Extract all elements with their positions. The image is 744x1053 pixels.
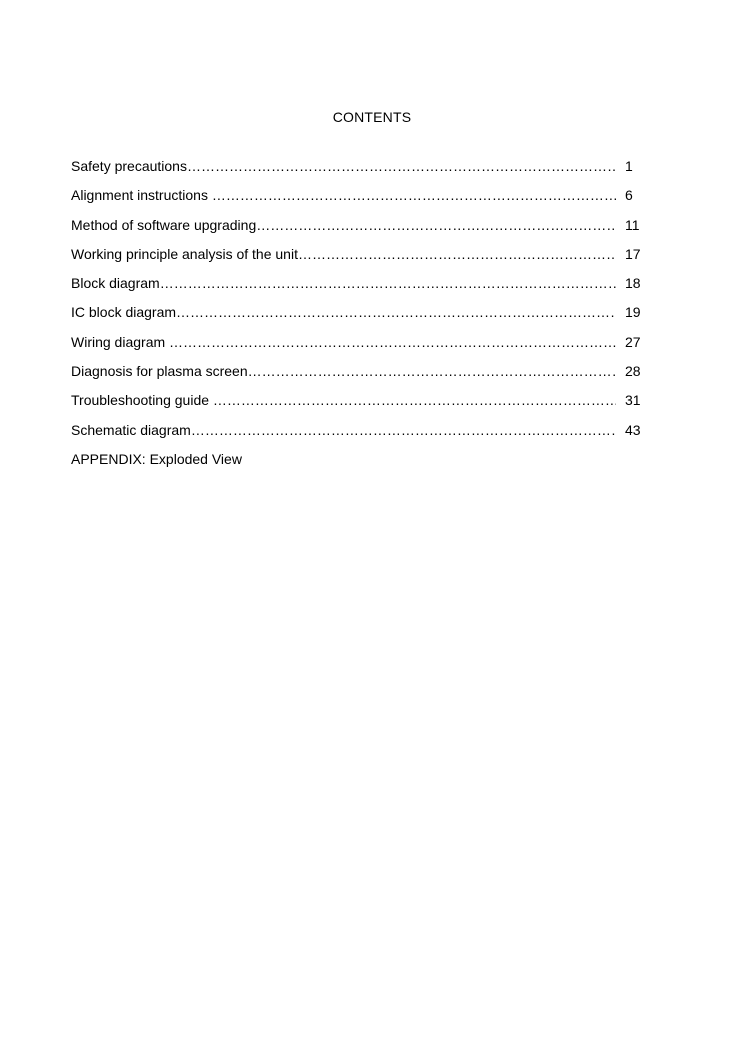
toc-entry-label: Wiring diagram …………………………………………………………………………………………………………………………………………………………………	[71, 332, 616, 352]
toc-entry-appendix-exploded-view[interactable]	[71, 449, 646, 478]
toc-entry-page: 1	[625, 158, 633, 174]
toc-entry-label: Alignment instructions …………………………………………………………………………………………………………………………………………………………………	[71, 185, 616, 205]
toc-entry-troubleshooting-guide[interactable]	[71, 390, 646, 419]
page-title: CONTENTS	[332, 109, 412, 125]
toc-entry-page: 11	[625, 216, 640, 233]
toc-entry-safety-precautions[interactable]	[71, 156, 646, 185]
table-of-contents	[71, 156, 646, 478]
toc-entry-alignment-instructions[interactable]	[71, 185, 646, 214]
toc-entry-page: 28	[625, 363, 641, 380]
toc-entry-software-upgrading[interactable]	[71, 215, 646, 244]
toc-entry-label: APPENDIX: Exploded View	[71, 450, 242, 467]
toc-entry-page: 43	[625, 421, 641, 438]
toc-entry-page: 27	[625, 333, 641, 350]
toc-entry-block-diagram[interactable]	[71, 273, 646, 302]
toc-entry-page: 6	[625, 187, 633, 204]
toc-entry-working-principle[interactable]	[71, 244, 646, 273]
toc-entry-label: Working principle analysis of the unit …………………………………………………………………………………………………………………………………………………………………	[71, 244, 616, 264]
toc-entry-label: Safety precautions …………………………………………………………………………………………………………………………………………………………………	[71, 156, 616, 176]
toc-entry-label: Schematic diagram …………………………………………………………………………………………………………………………………………………………………	[71, 420, 616, 440]
toc-entry-page: 18	[625, 275, 641, 292]
toc-entry-ic-block-diagram[interactable]	[71, 302, 646, 331]
toc-entry-page: 19	[625, 304, 641, 321]
toc-entry-schematic-diagram[interactable]	[71, 420, 646, 449]
toc-entry-label: Method of software upgrading …………………………………………………………………………………………………………………………………………………………………	[71, 215, 616, 235]
toc-entry-wiring-diagram[interactable]	[71, 332, 646, 361]
toc-entry-label: Troubleshooting guide …………………………………………………………………………………………………………………………………………………………………	[71, 390, 616, 410]
toc-entry-page: 31	[625, 392, 641, 409]
toc-entry-plasma-diagnosis[interactable]	[71, 361, 646, 390]
toc-entry-label: IC block diagram …………………………………………………………………………………………………………………………………………………………………	[71, 302, 616, 322]
toc-entry-page: 17	[625, 245, 641, 262]
toc-entry-label: Block diagram …………………………………………………………………………………………………………………………………………………………………	[71, 273, 616, 293]
toc-entry-label: Diagnosis for plasma screen …………………………………………………………………………………………………………………………………………………………………	[71, 361, 616, 381]
